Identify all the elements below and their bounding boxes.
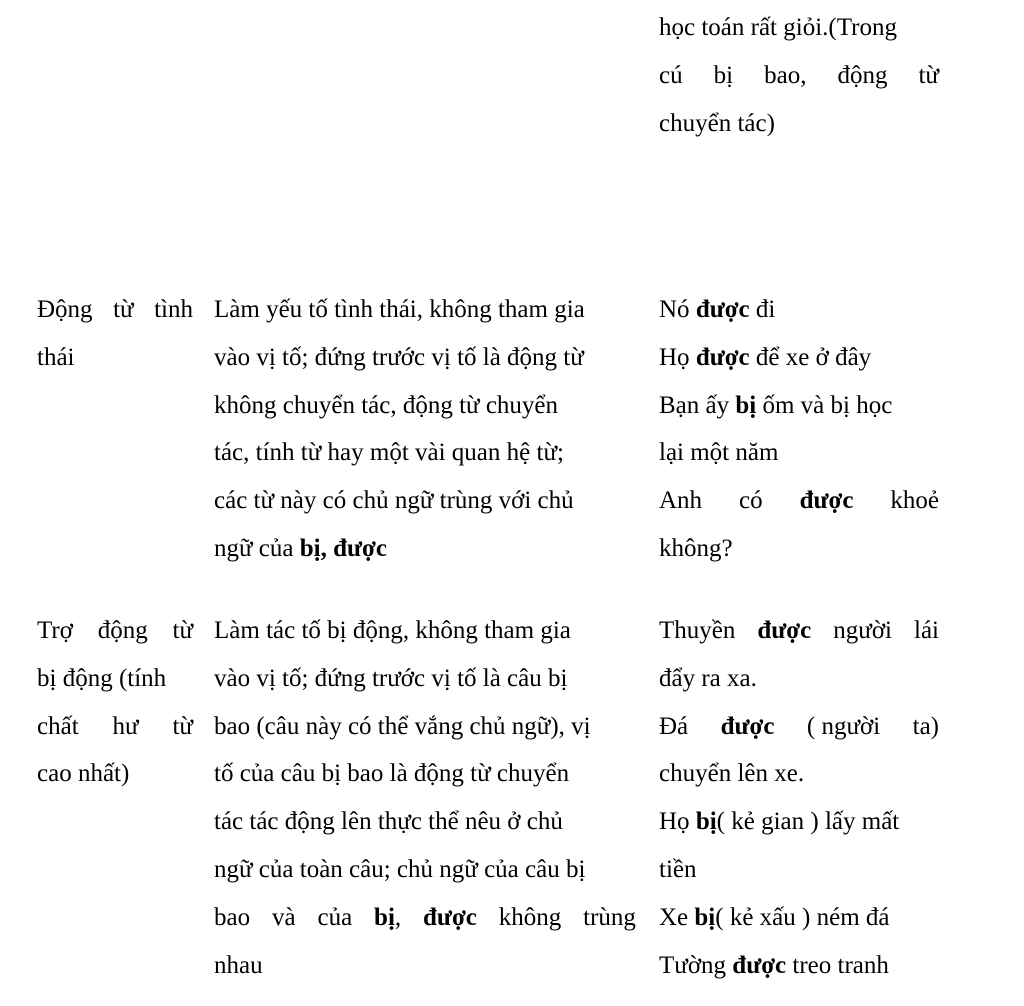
- text-line: [659, 52, 939, 100]
- example-line: Họ bị( kẻ gian ) lấy mất: [659, 808, 900, 836]
- text-line: tác, tính từ hay một vài quan hệ từ;: [214, 439, 564, 467]
- example-line: Tường được treo tranh: [659, 951, 889, 979]
- example-line: tiền: [659, 855, 697, 883]
- text-line: thái: [37, 343, 75, 371]
- example-line: đẩy ra xa.: [659, 664, 757, 692]
- example-line: Anh có được khoẻ: [659, 487, 939, 515]
- row-modal-description: [214, 286, 636, 573]
- word: tình: [154, 296, 193, 323]
- text-line: bị động (tính: [37, 664, 167, 692]
- word: động: [837, 61, 888, 89]
- example-line: Thuyền được người lái: [659, 617, 939, 644]
- text-line: ngữ của toàn câu; chủ ngữ của câu bị: [214, 855, 586, 883]
- text-line: Trợ động từ: [37, 617, 193, 644]
- text-line: vào vị tố; đứng trước vị tố là động từ: [214, 343, 584, 371]
- word: bao,: [764, 61, 807, 89]
- word: từ: [918, 61, 939, 89]
- example-line: Xe bị( kẻ xấu ) ném đá: [659, 903, 890, 931]
- example-line: Bạn ấy bị ốm và bị học: [659, 391, 893, 419]
- text-line: [37, 286, 193, 334]
- row-passive-term: [37, 607, 193, 798]
- text-line: học toán rất giỏi.(Trong: [659, 14, 897, 41]
- example-line: Nó được đi: [659, 296, 776, 323]
- text-line: vào vị tố; đứng trước vị tố là câu bị: [214, 664, 568, 692]
- row-passive-examples: [659, 607, 939, 989]
- text-line: bao và của bị, được không trùng: [214, 903, 636, 931]
- text-line: chuyển tác): [659, 109, 775, 137]
- example-line: Họ được để xe ở đây: [659, 343, 872, 371]
- text-line: cao nhất): [37, 760, 130, 788]
- example-line: lại một năm: [659, 439, 779, 467]
- text-line: tác tác động lên thực thể nêu ở chủ: [214, 808, 563, 836]
- text-line: các từ này có chủ ngữ trùng với chủ: [214, 487, 574, 515]
- row-modal-examples: [659, 286, 939, 573]
- row-modal-term: [37, 286, 193, 382]
- example-line: không?: [659, 534, 733, 562]
- example-line: Đá được ( người ta): [659, 712, 939, 740]
- word: bị: [713, 61, 734, 89]
- text-line: Làm yếu tố tình thái, không tham gia: [214, 296, 585, 323]
- bold-term: bị, được: [299, 534, 387, 562]
- word: Động: [37, 296, 93, 323]
- text-line: tố của câu bị bao là động từ chuyển: [214, 760, 570, 788]
- text-line: nhau: [214, 951, 263, 979]
- word: từ: [113, 296, 134, 323]
- top-continued-example: [659, 4, 939, 147]
- text-line: chất hư từ: [37, 712, 193, 740]
- text-line: Làm tác tố bị động, không tham gia: [214, 617, 571, 644]
- row-passive-description: [214, 607, 636, 989]
- word: cú: [659, 61, 683, 89]
- text-line: bao (câu này có thể vắng chủ ngữ), vị: [214, 712, 591, 740]
- text-line: ngữ của bị, được: [214, 534, 387, 562]
- text-line: không chuyển tác, động từ chuyển: [214, 391, 559, 419]
- example-line: chuyển lên xe.: [659, 760, 805, 788]
